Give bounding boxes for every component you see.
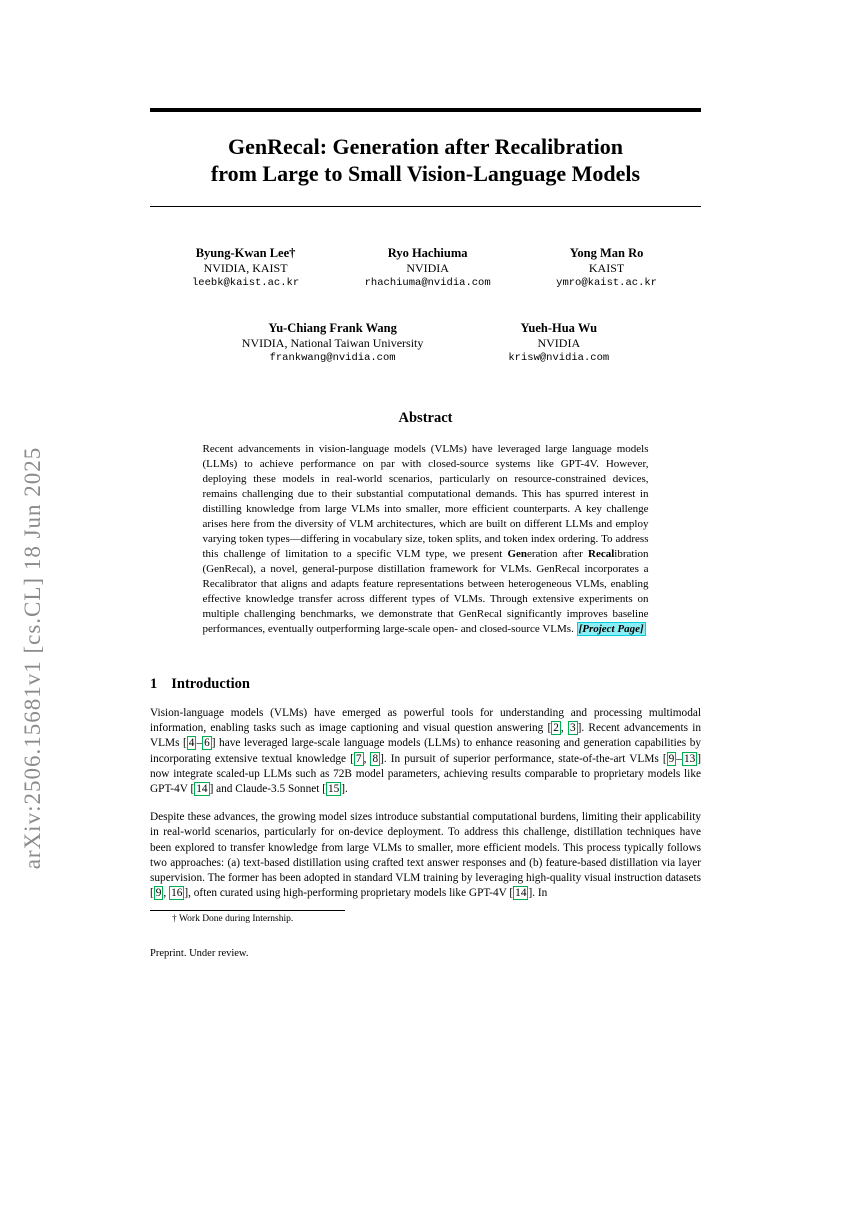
author-block <box>508 320 609 366</box>
section-title: Introduction <box>171 676 250 692</box>
author-block <box>365 245 491 291</box>
author-block <box>242 320 424 366</box>
abstract-text: Recent advancements in vision-language models (VLMs) have leveraged large language models (LLMs) to achieve performance on par with closed-source systems like GPT-4V. However, deploying these models in real-world scenarios, particularly on resource-constrained devices, remains challenging due to their substantial computational demands. This has spurred interest in distilling knowledge from large VLMs into smaller, more efficient counterparts. A key challenge arises here from the diversity of VLM architectures, which are built on different LLMs and employ varying token types—differing in vocabulary size, token splits, and token index ordering. To address this challenge of limitation to a specific VLM type, we present Generation after Recalibration (GenRecal), a novel, general-purpose distillation framework for VLMs. GenRecal incorporates a Recalibrator that aligns and adapts feature representations between heterogeneous VLMs, enabling effective knowledge transfer across different types of VLMs. Through extensive experiments on multiple challenging benchmarks, we demonstrate that GenRecal significantly improves baseline performances, eventually outperforming large-scale open- and closed-source VLMs. [Project Page] <box>202 443 649 635</box>
author-email: frankwang@nvidia.com <box>269 352 396 364</box>
preprint-note: Preprint. Under review. <box>150 948 249 960</box>
authors-row-1 <box>150 245 701 291</box>
author-name: Yu-Chiang Frank Wang <box>268 321 397 335</box>
intro-paragraph-1: Vision-language models (VLMs) have emerged as powerful tools for understanding and processing multimodal information, enabling tasks such as image captioning and visual question answering [ 2 , 3 ]. Recent advancements in VLMs [ 4 – 6 ] have leveraged large-scale language models (LLMs) to enhance reasoning and generation capabilities by incorporating extensive textual knowledge [ 7 , 8 ]. In pursuit of superior performance, state-of-the-art VLMs [ 9 – 13 ] now integrate scaled-up LLMs such as 72B model parameters, achieving results comparable to proprietary models like GPT-4V [ 14 ] and Claude-3.5 Sonnet [ 15 ]. <box>150 707 701 796</box>
author-affiliation: NVIDIA, KAIST <box>203 261 288 275</box>
author-name: Yueh-Hua Wu <box>520 321 598 335</box>
author-affiliation: NVIDIA, National Taiwan University <box>241 336 424 350</box>
citation-link[interactable]: 14 <box>515 887 527 900</box>
author-email: rhachiuma@nvidia.com <box>364 277 491 289</box>
citation-link[interactable]: 8 <box>372 752 379 765</box>
author-affiliation: NVIDIA <box>537 336 581 350</box>
author-block <box>556 245 657 291</box>
paper-page <box>0 108 850 1208</box>
arxiv-watermark: arXiv:2506.15681v1 [cs.CL] 18 Jun 2025 <box>20 446 45 870</box>
intro-paragraph-2: Despite these advances, the growing model sizes introduce substantial computational burdens, limiting their applicability in real-world scenarios, particularly for on-device deployment. To address this challenge, distillation techniques have been explored to transfer knowledge from large VLMs to smaller, more efficient models. This process typically follows two approaches: (a) text-based distillation using crafted text answer responses and (b) feature-based distillation via layer supervision. The former has been adopted in standard VLM training by leveraging high-quality visual instruction datasets [ 9 , 16 ], often curated using high-performing proprietary models like GPT-4V [ 14 ]. In <box>150 811 701 900</box>
author-email: krisw@nvidia.com <box>508 352 610 364</box>
footnote-text: † Work Done during Internship. <box>172 914 294 925</box>
section-number: 1 <box>150 676 158 692</box>
footnote-rule <box>150 910 345 911</box>
author-name: Yong Man Ro <box>569 246 644 260</box>
citation-link[interactable]: 16 <box>171 887 183 900</box>
paper-title-line1: GenRecal: Generation after Recalibration <box>228 134 623 159</box>
paper-title <box>150 133 701 187</box>
citation-link[interactable]: 3 <box>569 722 576 735</box>
citation-link[interactable]: 13 <box>683 752 696 765</box>
author-block <box>192 245 299 291</box>
citation-link[interactable]: 9 <box>155 887 162 900</box>
author-affiliation: NVIDIA <box>406 261 449 275</box>
project-page-link[interactable]: [Project Page] <box>578 623 644 635</box>
abstract-heading: Abstract <box>398 410 453 426</box>
authors-row-2 <box>150 320 701 366</box>
author-email: ymro@kaist.ac.kr <box>556 277 657 289</box>
citation-link[interactable]: 15 <box>327 783 340 796</box>
author-email: leebk@kaist.ac.kr <box>192 277 300 289</box>
title-rule-bottom <box>150 206 701 207</box>
section-heading-introduction <box>150 676 701 693</box>
citation-link[interactable]: 4 <box>188 737 195 750</box>
citation-link[interactable]: 6 <box>204 737 210 750</box>
paper-content <box>150 108 701 959</box>
author-name: Ryo Hachiuma <box>387 246 468 260</box>
author-name: Byung-Kwan Lee† <box>195 246 296 260</box>
title-rule-top <box>150 108 701 112</box>
citation-link[interactable]: 2 <box>553 722 559 735</box>
citation-link[interactable]: 14 <box>196 783 208 796</box>
paper-title-line2: from Large to Small Vision-Language Models <box>210 161 641 186</box>
citation-link[interactable]: 7 <box>355 752 362 765</box>
citation-link[interactable]: 9 <box>668 752 675 765</box>
author-affiliation: KAIST <box>588 261 625 275</box>
